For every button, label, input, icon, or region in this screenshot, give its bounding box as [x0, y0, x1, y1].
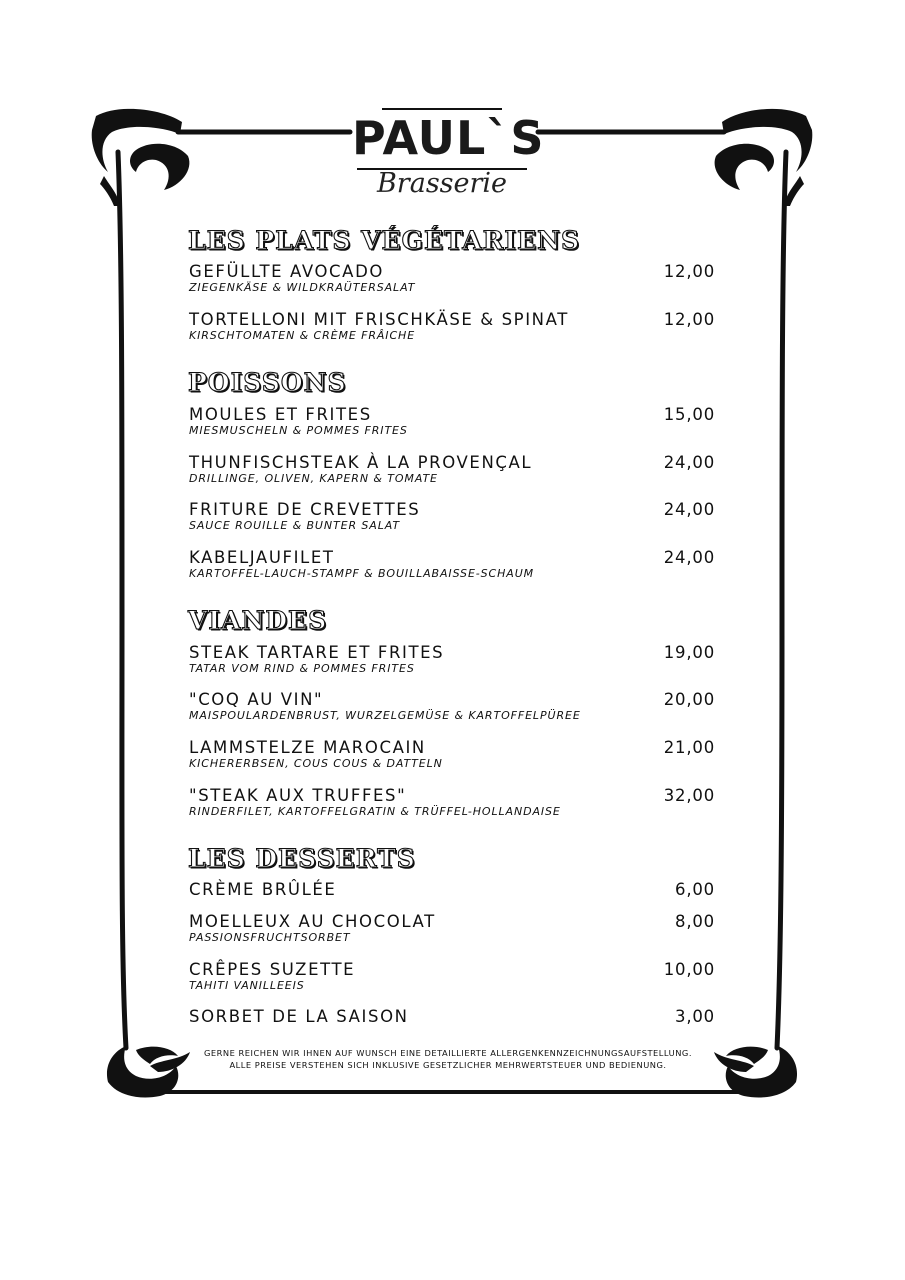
section-title-desserts: LES DESSERTS [188, 844, 416, 873]
logo-subtitle: Brasserie [376, 168, 508, 199]
menu-item-price: 24,00 [663, 453, 715, 472]
menu-item-price: 21,00 [663, 738, 715, 757]
menu-item-price: 32,00 [663, 786, 715, 805]
menu-item-price: 3,00 [675, 1007, 715, 1026]
menu-item-description: TAHITI VANILLEEIS [189, 979, 305, 992]
menu-item-name: TORTELLONI MIT FRISCHKÄSE & SPINAT [189, 310, 569, 329]
menu-item-description: PASSIONSFRUCHTSORBET [189, 931, 351, 944]
menu-item-name: SORBET DE LA SAISON [189, 1007, 409, 1026]
section-title-poissons: POISSONS [188, 368, 347, 397]
section-title-vegetarian: LES PLATS VÉGÉTARIENS [188, 226, 581, 255]
menu-item-name: "STEAK AUX TRUFFES" [189, 786, 407, 805]
menu-item-price: 12,00 [663, 262, 715, 281]
menu-item-name: THUNFISCHSTEAK À LA PROVENÇAL [189, 453, 533, 472]
menu-item-name: CRÊPES SUZETTE [189, 960, 356, 979]
corner-ornament-top-right [715, 109, 813, 206]
menu-item-price: 19,00 [663, 643, 715, 662]
menu-item-price: 10,00 [663, 960, 715, 979]
corner-ornament-bottom-right [714, 1046, 797, 1097]
menu-item-description: MIESMUSCHELN & POMMES FRITES [189, 424, 408, 437]
footer-allergen-note: GERNE REICHEN WIR IHNEN AUF WUNSCH EINE DETAILLIERTE ALLERGENKENNZEICHNUNGSAUFSTELLUNG. [204, 1048, 692, 1058]
brasserie-logo [352, 104, 545, 204]
menu-item-name: LAMMSTELZE MAROCAIN [189, 738, 426, 757]
menu-item-name: FRITURE DE CREVETTES [189, 500, 421, 519]
menu-item-name: KABELJAUFILET [189, 548, 335, 567]
menu-item-description: MAISPOULARDENBRUST, WURZELGEMÜSE & KARTOFFELPÜREE [189, 709, 581, 722]
menu-item-price: 6,00 [675, 880, 715, 899]
menu-item-description: ZIEGENKÄSE & WILDKRAÜTERSALAT [189, 281, 416, 294]
menu-item-price: 12,00 [663, 310, 715, 329]
menu-item-name: MOELLEUX AU CHOCOLAT [189, 912, 436, 931]
menu-item-description: RINDERFILET, KARTOFFELGRATIN & TRÜFFEL-HOLLANDAISE [189, 805, 561, 818]
menu-item-name: "COQ AU VIN" [189, 690, 324, 709]
corner-ornament-bottom-left [107, 1046, 190, 1097]
menu-item-price: 15,00 [663, 405, 715, 424]
menu-item-description: SAUCE ROUILLE & BUNTER SALAT [189, 519, 400, 532]
menu-item-name: CRÈME BRÛLÉE [189, 880, 337, 899]
menu-item-description: KICHERERBSEN, COUS COUS & DATTELN [189, 757, 443, 770]
menu-item-price: 20,00 [663, 690, 715, 709]
menu-item-description: KARTOFFEL-LAUCH-STAMPF & BOUILLABAISSE-SCHAUM [189, 567, 535, 580]
menu-item-price: 24,00 [663, 500, 715, 519]
menu-item-description: DRILLINGE, OLIVEN, KAPERN & TOMATE [189, 472, 438, 485]
menu-item-name: GEFÜLLTE AVOCADO [189, 262, 384, 281]
footer-price-note: ALLE PREISE VERSTEHEN SICH INKLUSIVE GESETZLICHER MEHRWERTSTEUER UND BEDIENUNG. [229, 1060, 667, 1070]
menu-item-name: STEAK TARTARE ET FRITES [189, 643, 445, 662]
menu-item-price: 8,00 [675, 912, 715, 931]
menu-item-description: TATAR VOM RIND & POMMES FRITES [189, 662, 415, 675]
corner-ornament-top-left [92, 109, 190, 206]
logo-name: PAUL`S [352, 111, 545, 165]
menu-item-price: 24,00 [663, 548, 715, 567]
menu-item-name: MOULES ET FRITES [189, 405, 372, 424]
section-title-viandes: VIANDES [188, 606, 328, 635]
menu-item-description: KIRSCHTOMATEN & CRÈME FRÂICHE [189, 329, 416, 342]
